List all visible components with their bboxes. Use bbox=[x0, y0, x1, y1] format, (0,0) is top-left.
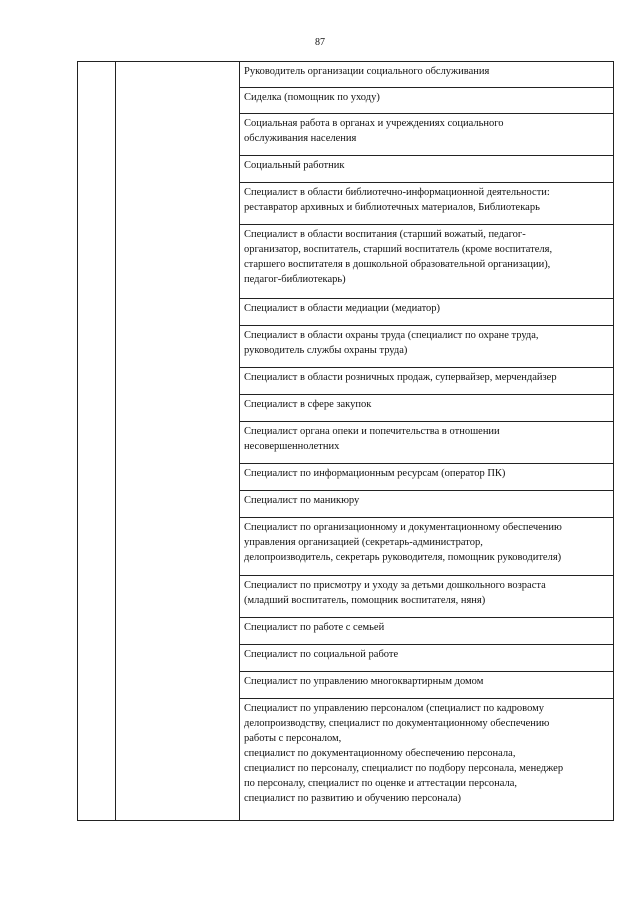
profession-text: Специалист по управлению персоналом (специалист по кадровому делопроизводству, специалист по документационному обеспечению работы с персоналом, специалист по документационному обеспечению персонала, специалист по персоналу, специалист по подбору персонала, менеджер по персоналу, специалист по оценке и аттестации персонала, специалист по развитию и обучению персонала) bbox=[244, 703, 564, 804]
profession-cell bbox=[240, 225, 614, 299]
profession-cell bbox=[240, 672, 614, 699]
profession-cell bbox=[240, 88, 614, 114]
profession-cell bbox=[240, 491, 614, 518]
profession-text: Специалист в области библиотечно-информационной деятельности: реставратор архивных и библиотечных материалов, Библиотекарь bbox=[244, 187, 550, 213]
profession-text: Руководитель организации социального обслуживания bbox=[244, 66, 490, 77]
profession-cell bbox=[240, 576, 614, 618]
profession-cell bbox=[240, 156, 614, 183]
empty-category-column bbox=[116, 62, 240, 821]
profession-text: Специалист по присмотру и уходу за детьми дошкольного возраста (младший воспитатель, помощник воспитателя, няня) bbox=[244, 580, 546, 606]
profession-cell bbox=[240, 62, 614, 88]
profession-text: Специалист по информационным ресурсам (оператор ПК) bbox=[244, 468, 506, 479]
profession-cell bbox=[240, 114, 614, 156]
profession-text: Специалист в области охраны труда (специалист по охране труда, руководитель службы охраны труда) bbox=[244, 330, 539, 356]
profession-text: Специалист по маникюру bbox=[244, 495, 360, 506]
profession-text: Специалист в сфере закупок bbox=[244, 399, 372, 410]
profession-text: Специалист по организационному и документационному обеспечению управления организацией (секретарь-администратор, делопроизводитель, секретарь руководителя, помощник руководителя) bbox=[244, 522, 562, 563]
profession-cell bbox=[240, 326, 614, 368]
profession-cell bbox=[240, 183, 614, 225]
profession-cell bbox=[240, 422, 614, 464]
profession-text: Специалист по управлению многоквартирным домом bbox=[244, 676, 484, 687]
profession-cell bbox=[240, 395, 614, 422]
profession-text: Социальная работа в органах и учреждениях социального обслуживания населения bbox=[244, 118, 504, 144]
profession-text: Специалист в области воспитания (старший вожатый, педагог- организатор, воспитатель, старший воспитатель (кроме воспитателя, старшего воспитателя в дошкольной образовательной организации), педагог-библиотекарь) bbox=[244, 229, 553, 285]
profession-cell bbox=[240, 368, 614, 395]
profession-cell bbox=[240, 618, 614, 645]
profession-text: Специалист органа опеки и попечительства в отношении несовершеннолетних bbox=[244, 426, 500, 452]
profession-cell bbox=[240, 518, 614, 576]
profession-cell bbox=[240, 299, 614, 326]
profession-text: Специалист в области розничных продаж, супервайзер, мерчендайзер bbox=[244, 372, 557, 383]
empty-number-column bbox=[78, 62, 116, 821]
professions-table bbox=[77, 61, 614, 821]
profession-cell bbox=[240, 699, 614, 821]
profession-text: Сиделка (помощник по уходу) bbox=[244, 92, 380, 103]
profession-cell bbox=[240, 464, 614, 491]
profession-text: Специалист по работе с семьей bbox=[244, 622, 385, 633]
profession-text: Специалист в области медиации (медиатор) bbox=[244, 303, 441, 314]
profession-text: Специалист по социальной работе bbox=[244, 649, 399, 660]
page-number: 87 bbox=[315, 37, 325, 48]
profession-cell bbox=[240, 645, 614, 672]
table-row bbox=[78, 62, 614, 88]
profession-text: Социальный работник bbox=[244, 160, 345, 171]
